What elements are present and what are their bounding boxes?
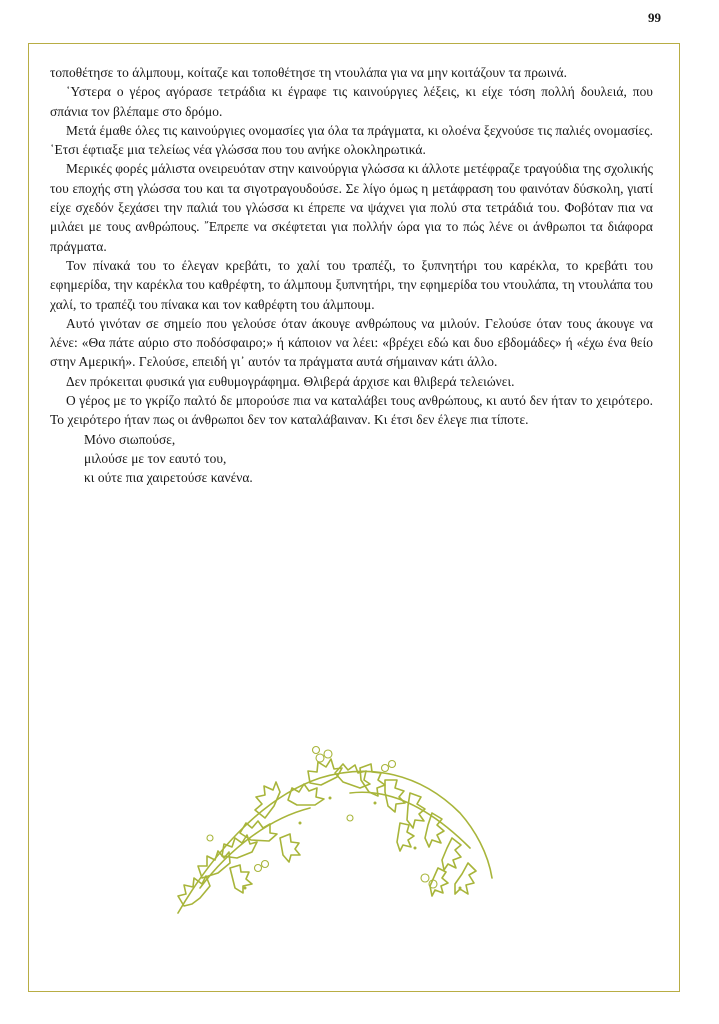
story-text xyxy=(50,63,653,488)
holly-garland-icon xyxy=(170,738,500,923)
paragraph: τοποθέτησε το άλμπουμ, κοίταζε και τοποθέτησε τη ντουλάπα για να μην κοιτάζουν τα πρωινά. xyxy=(50,65,568,80)
paragraph: Μετά έμαθε όλες τις καινούργιες ονομασίες για όλα τα πράγματα, κι ολοένα ξεχνούσε τις παλιές ονομασίες. ῾Ετσι έφτιαξε μια τελείως νέα γλώσσα που του ανήκε ολοκληρωτικά. xyxy=(50,122,653,158)
page-number: 99 xyxy=(648,10,661,25)
paragraph: Ο γέρος με το γκρίζο παλτό δε μπορούσε πια να καταλάβει τους ανθρώπους, κι αυτό δεν ήταν το χειρότερο. Το χειρότερο ήταν πως οι άνθρωποι δεν τον καταλάβαιναν. Κι έτσι δεν έλεγε πια τίποτε. xyxy=(50,393,653,428)
verse-line: κι ούτε πια χαιρετούσε κανένα. xyxy=(84,470,253,486)
verse-line: Μόνο σιωπούσε, xyxy=(84,431,176,447)
verse-line: μιλούσε με τον εαυτό του, xyxy=(84,450,227,466)
paragraph: Δεν πρόκειται φυσικά για ευθυμογράφημα. Θλιβερά άρχισε και θλιβερά τελειώνει. xyxy=(66,373,515,389)
paragraph: Αυτό γινόταν σε σημείο που γελούσε όταν άκουγε ανθρώπους να μιλούν. Γελούσε όταν τους άκουγε να λένε: «Θα πάτε αύριο στο ποδόσφαιρο;» ή κάποιον να λέει: «βρέχει εδώ και δυο εβδομάδες» ή «έχω ένα θείο στην Αμερική». Γελούσε, επειδή γι᾽ αυτόν τα πράγματα αυτά σήμαιναν κάτι άλλο. xyxy=(50,315,653,370)
paragraph: Μερικές φορές μάλιστα ονειρευόταν στην καινούργια γλώσσα κι άλλοτε μετέφραζε τραγούδια της σχολικής του εποχής στη γλώσσα του και τα σιγοτραγουδούσε. Σε λίγο όμως η μετάφραση του φαινόταν δύσκολη, γιατί είχε σχεδόν ξεχάσει την παλιά του γλώσσα κι έπρεπε να ψάχνει για πολύ στα τετράδιά του. Φοβόταν πια να μιλάει με τους ανθρώπους. ῎Επρεπε να σκέφτεται για πολλήν ώρα για το πώς λένε οι άνθρωποι τα διάφορα πράγματα. xyxy=(50,161,653,254)
paragraph: ῾Υστερα ο γέρος αγόρασε τετράδια κι έγραφε τις καινούργιες λέξεις, κι είχε τόση πολλή δουλειά, που σπάνια τον βλέπαμε στο δρόμο. xyxy=(50,84,653,119)
paragraph: Τον πίνακά του το έλεγαν κρεβάτι, το χαλί του τραπέζι, το ξυπνητήρι του καρέκλα, το κρεβάτι του εφημερίδα, την καρέκλα του καθρέφτη, το άλμπουμ ξυπνητήρι, την εφημερίδα του ντουλάπα, τη ντουλάπα του χαλί, το τραπέζι του πίνακα και τον καθρέφτη του άλμπουμ. xyxy=(50,257,653,312)
